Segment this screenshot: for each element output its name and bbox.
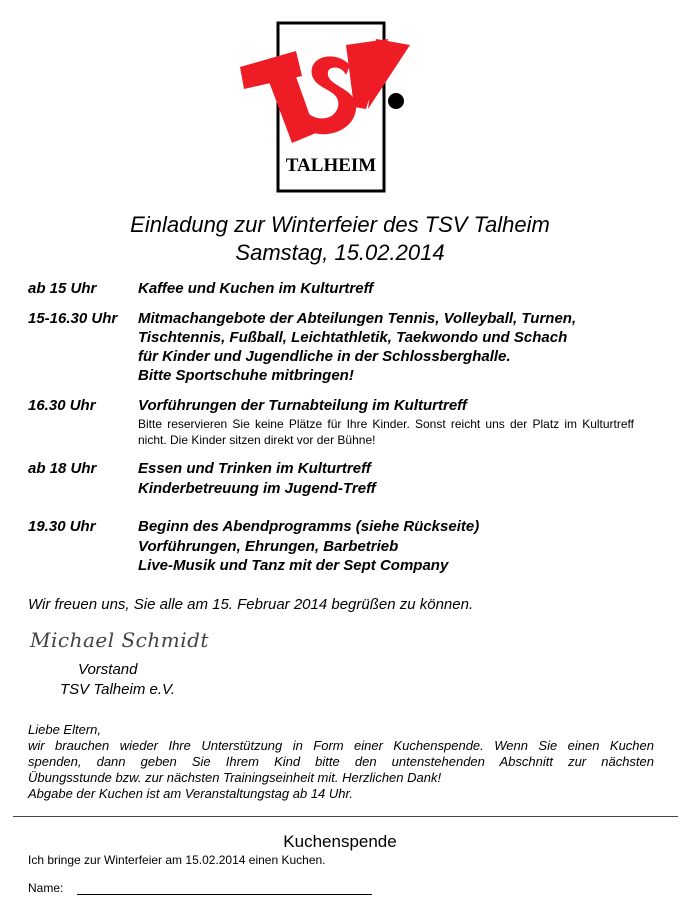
title-line-1: Einladung zur Winterfeier des TSV Talheim — [130, 212, 550, 237]
schedule-note: Bitte reservieren Sie keine Plätze für Ihre Kinder. Sonst reicht uns der Platz im Kulturtreff nicht. Die Kinder sitzen direkt vor der Bühne! — [138, 417, 634, 447]
parents-line: Übungsstunde bzw. zur nächsten Trainingseinheit mit. Herzlichen Dank! — [28, 770, 442, 785]
signer-org: TSV Talheim e.V. — [60, 681, 176, 698]
form-title: Kuchenspende — [283, 832, 397, 851]
schedule-line: Vorführungen der Turnabteilung im Kulturtreff — [138, 397, 467, 414]
parents-salutation: Liebe Eltern, — [28, 722, 101, 737]
name-field-line[interactable] — [77, 894, 372, 895]
schedule-time: 19.30 Uhr — [28, 518, 96, 535]
parents-line: Abgabe der Kuchen ist am Veranstaltungstag ab 14 Uhr. — [28, 786, 353, 801]
schedule-line: für Kinder und Jugendliche in der Schlossberghalle. — [138, 348, 511, 365]
parents-line: wir brauchen wieder Ihre Unterstützung in Form einer Kuchenspende. Wenn Sie einen Kuchen — [28, 738, 654, 753]
schedule-line: Tischtennis, Fußball, Leichtathletik, Taekwondo und Schach — [138, 329, 568, 346]
schedule-time: 15-16.30 Uhr — [28, 310, 118, 327]
schedule-line: Beginn des Abendprogramms (siehe Rückseite) — [138, 518, 480, 535]
schedule-line: Mitmachangebote der Abteilungen Tennis, Volleyball, Turnen, — [138, 310, 577, 327]
parents-line: spenden, dann geben Sie Ihrem Kind bitte den untenstehenden Abschnitt zur nächsten — [28, 754, 654, 769]
form-text: Ich bringe zur Winterfeier am 15.02.2014 einen Kuchen. — [28, 853, 326, 867]
title-line-2: Samstag, 15.02.2014 — [235, 240, 445, 265]
logo-text: TALHEIM — [285, 155, 377, 176]
schedule-line: Vorführungen, Ehrungen, Barbetrieb — [138, 538, 399, 555]
signer-role: Vorstand — [78, 661, 138, 678]
schedule-time: ab 15 Uhr — [28, 280, 97, 297]
schedule-line: Live-Musik und Tanz mit der Sept Company — [138, 557, 449, 574]
signature: Michael Schmidt — [30, 628, 209, 652]
cut-line — [13, 816, 678, 817]
schedule-line: Bitte Sportschuhe mitbringen! — [138, 367, 354, 384]
greeting: Wir freuen uns, Sie alle am 15. Februar 2014 begrüßen zu können. — [28, 596, 474, 613]
schedule-line: Kinderbetreuung im Jugend-Treff — [138, 480, 376, 497]
name-label: Name: — [28, 881, 64, 895]
tsv-talheim-logo — [238, 21, 413, 194]
schedule-time: ab 18 Uhr — [28, 460, 97, 477]
schedule-line: Essen und Trinken im Kulturtreff — [138, 460, 371, 477]
schedule-time: 16.30 Uhr — [28, 397, 96, 414]
schedule-line: Kaffee und Kuchen im Kulturtreff — [138, 280, 374, 297]
